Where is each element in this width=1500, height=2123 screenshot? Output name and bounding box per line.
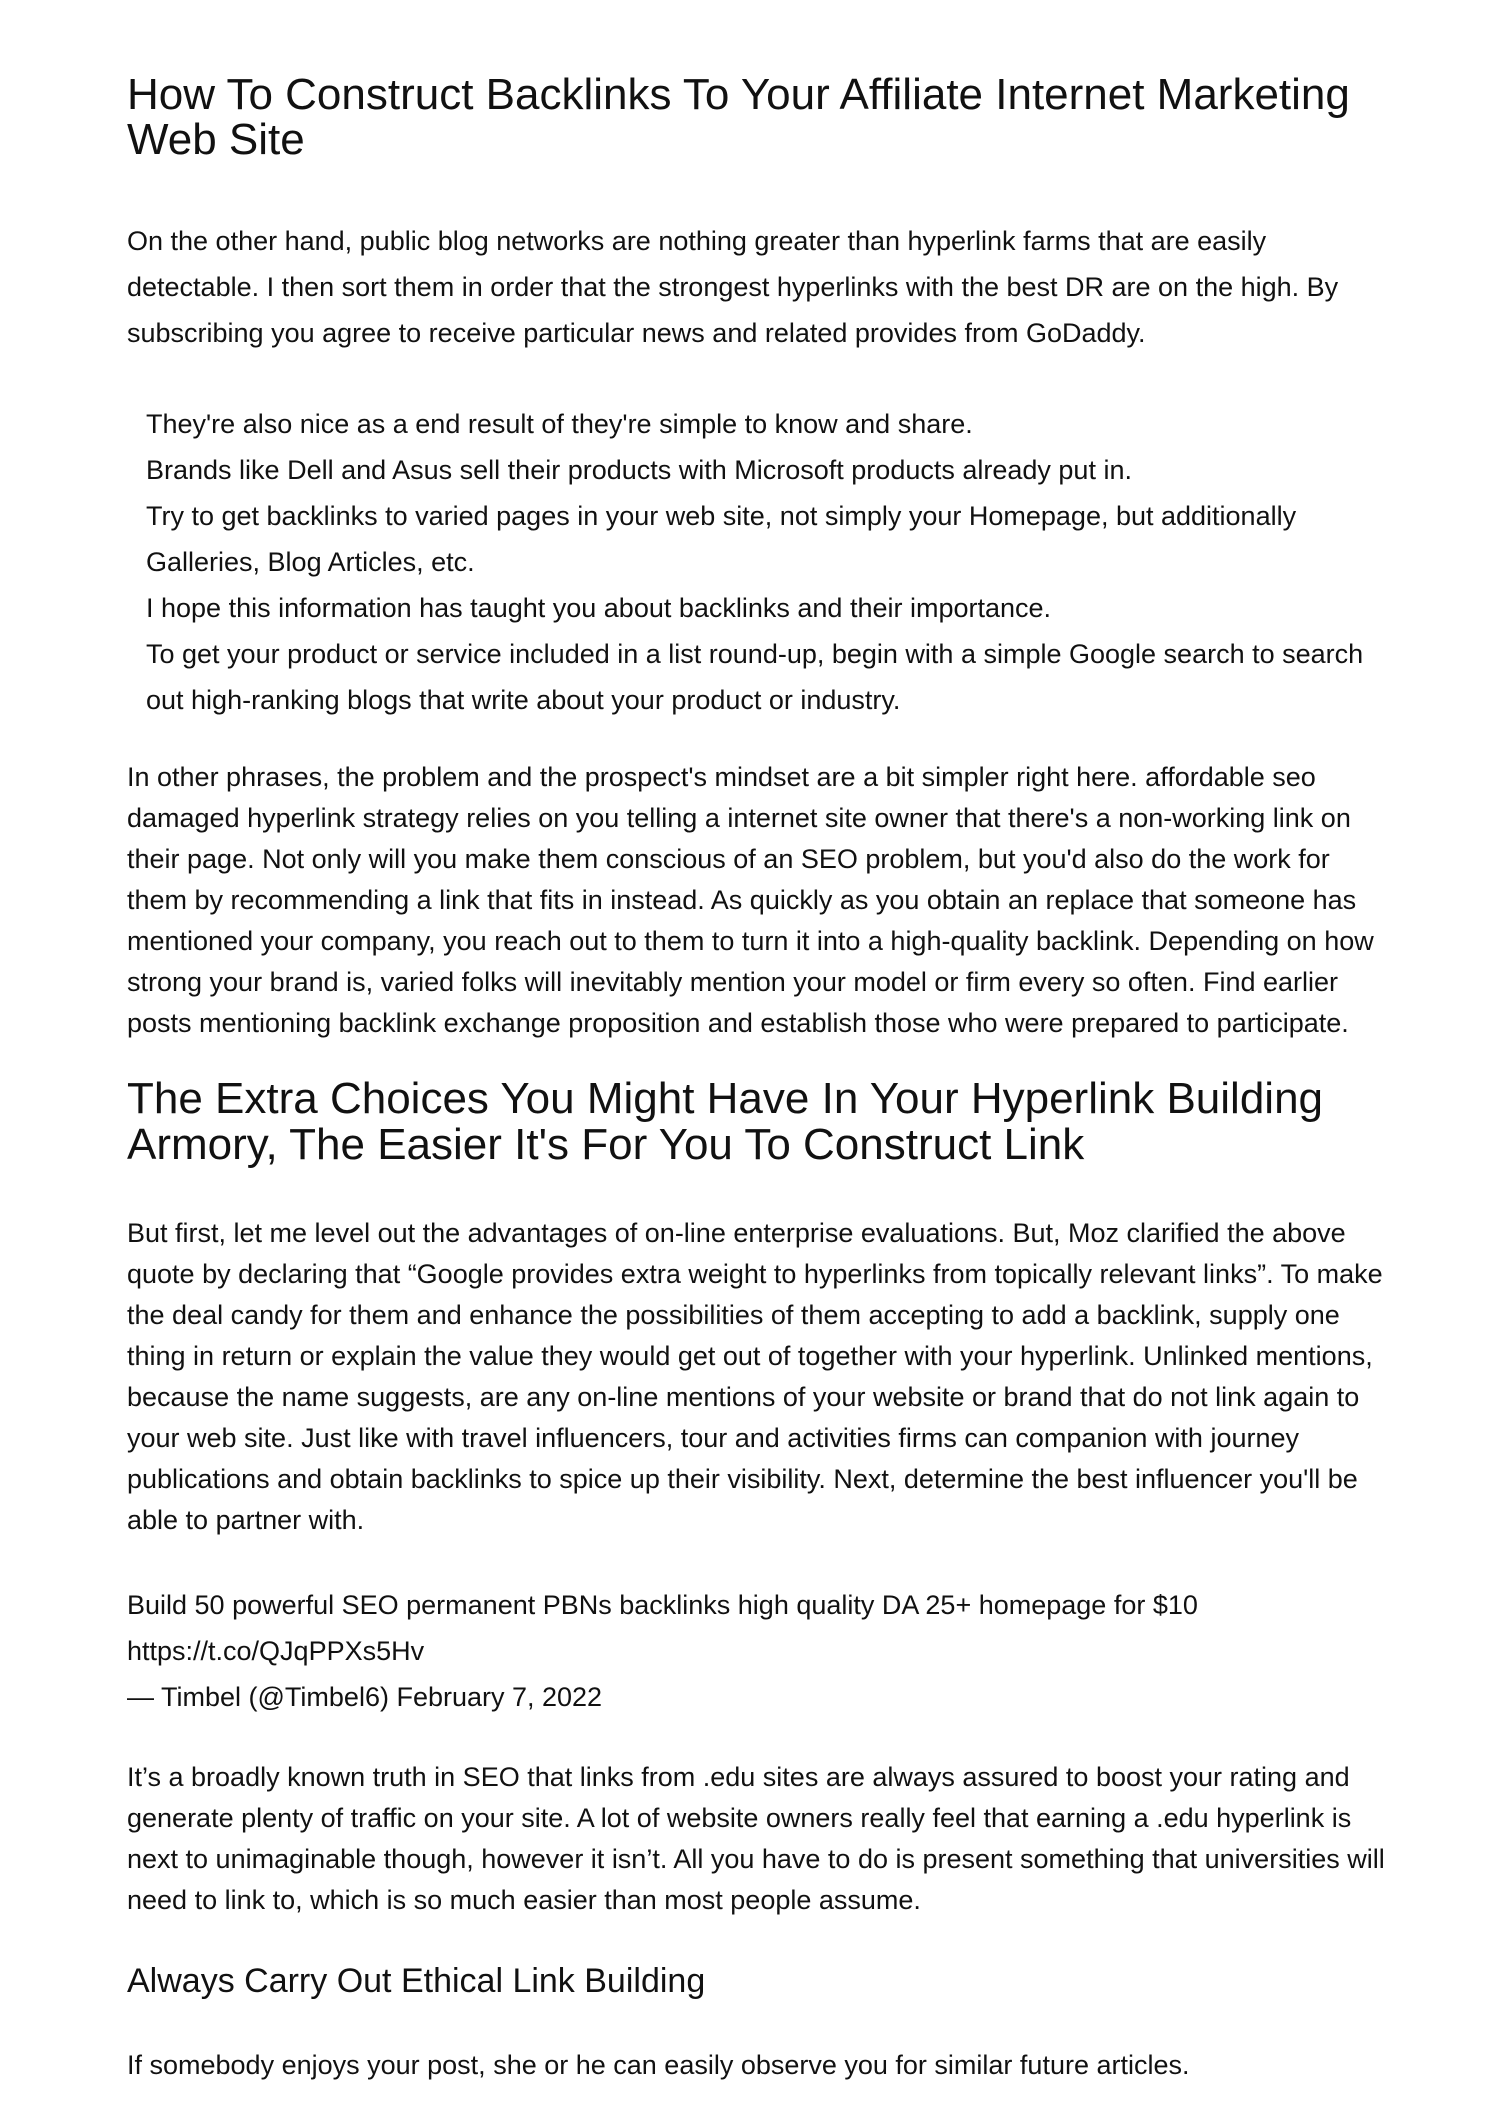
tweet-attribution: — Timbel (@Timbel6) February 7, 2022: [127, 1682, 603, 1712]
list-item: I hope this information has taught you about backlinks and their importance.: [146, 593, 1052, 623]
list-item: Try to get backlinks to varied pages in your web site, not simply your Homepage, but additionally Galleries, Blog Articles, etc.: [146, 501, 1297, 577]
section-heading: The Extra Choices You Might Have In Your Hyperlink Building Armory, The Easier It's For You To Construct Link: [127, 1074, 1324, 1169]
paragraph: If somebody enjoys your post, she or he can easily observe you for similar future articles.: [127, 2050, 1190, 2080]
paragraph: On the other hand, public blog networks are nothing greater than hyperlink farms that are easily detectable. I then sort them in order that the strongest hyperlinks with the best DR are on the high. By subscribing you agree to receive particular news and related provides from GoDaddy.: [127, 226, 1339, 348]
embedded-tweet: [127, 1582, 1392, 1720]
page-title: How To Construct Backlinks To Your Affiliate Internet Marketing Web Site: [127, 70, 1350, 164]
subsection-heading: Always Carry Out Ethical Link Building: [127, 1962, 706, 2000]
list-item: To get your product or service included in a list round-up, begin with a simple Google search to search out high-ranking blogs that write about your product or industry.: [146, 639, 1364, 715]
paragraph: In other phrases, the problem and the prospect's mindset are a bit simpler right here. affordable seo damaged hyperlink strategy relies on you telling a internet site owner that there's a non-working link on their page. Not only will you make them conscious of an SEO problem, but you'd also do the work for them by recommending a link that fits in instead. As quickly as you obtain an replace that someone has mentioned your company, you reach out to them to turn it into a high-quality backlink. Depending on how strong your brand is, varied folks will inevitably mention your model or firm every so often. Find earlier posts mentioning backlink exchange proposition and establish those who were prepared to participate.: [127, 762, 1374, 1038]
tweet-link[interactable]: https://t.co/QJqPPXs5Hv: [127, 1636, 425, 1666]
paragraph: It’s a broadly known truth in SEO that links from .edu sites are always assured to boost your rating and generate plenty of traffic on your site. A lot of website owners really feel that earning a .edu hyperlink is next to unimaginable though, however it isn’t. All you have to do is present something that universities will need to link to, which is so much easier than most people assume.: [127, 1762, 1385, 1915]
list-item: Brands like Dell and Asus sell their products with Microsoft products already put in.: [146, 455, 1132, 485]
bullet-list: [146, 401, 1392, 723]
tweet-text: Build 50 powerful SEO permanent PBNs backlinks high quality DA 25+ homepage for $10: [127, 1590, 1198, 1620]
paragraph: But first, let me level out the advantages of on-line enterprise evaluations. But, Moz clarified the above quote by declaring that “Google provides extra weight to hyperlinks from topically relevant links”. To make the deal candy for them and enhance the possibilities of them accepting to add a backlink, supply one thing in return or explain the value they would get out of together with your hyperlink. Unlinked mentions, because the name suggests, are any on-line mentions of your website or brand that do not link again to your web site. Just like with travel influencers, tour and activities firms can companion with journey publications and obtain backlinks to spice up their visibility. Next, determine the best influencer you'll be able to partner with.: [127, 1218, 1383, 1535]
list-item: They're also nice as a end result of they're simple to know and share.: [146, 409, 973, 439]
